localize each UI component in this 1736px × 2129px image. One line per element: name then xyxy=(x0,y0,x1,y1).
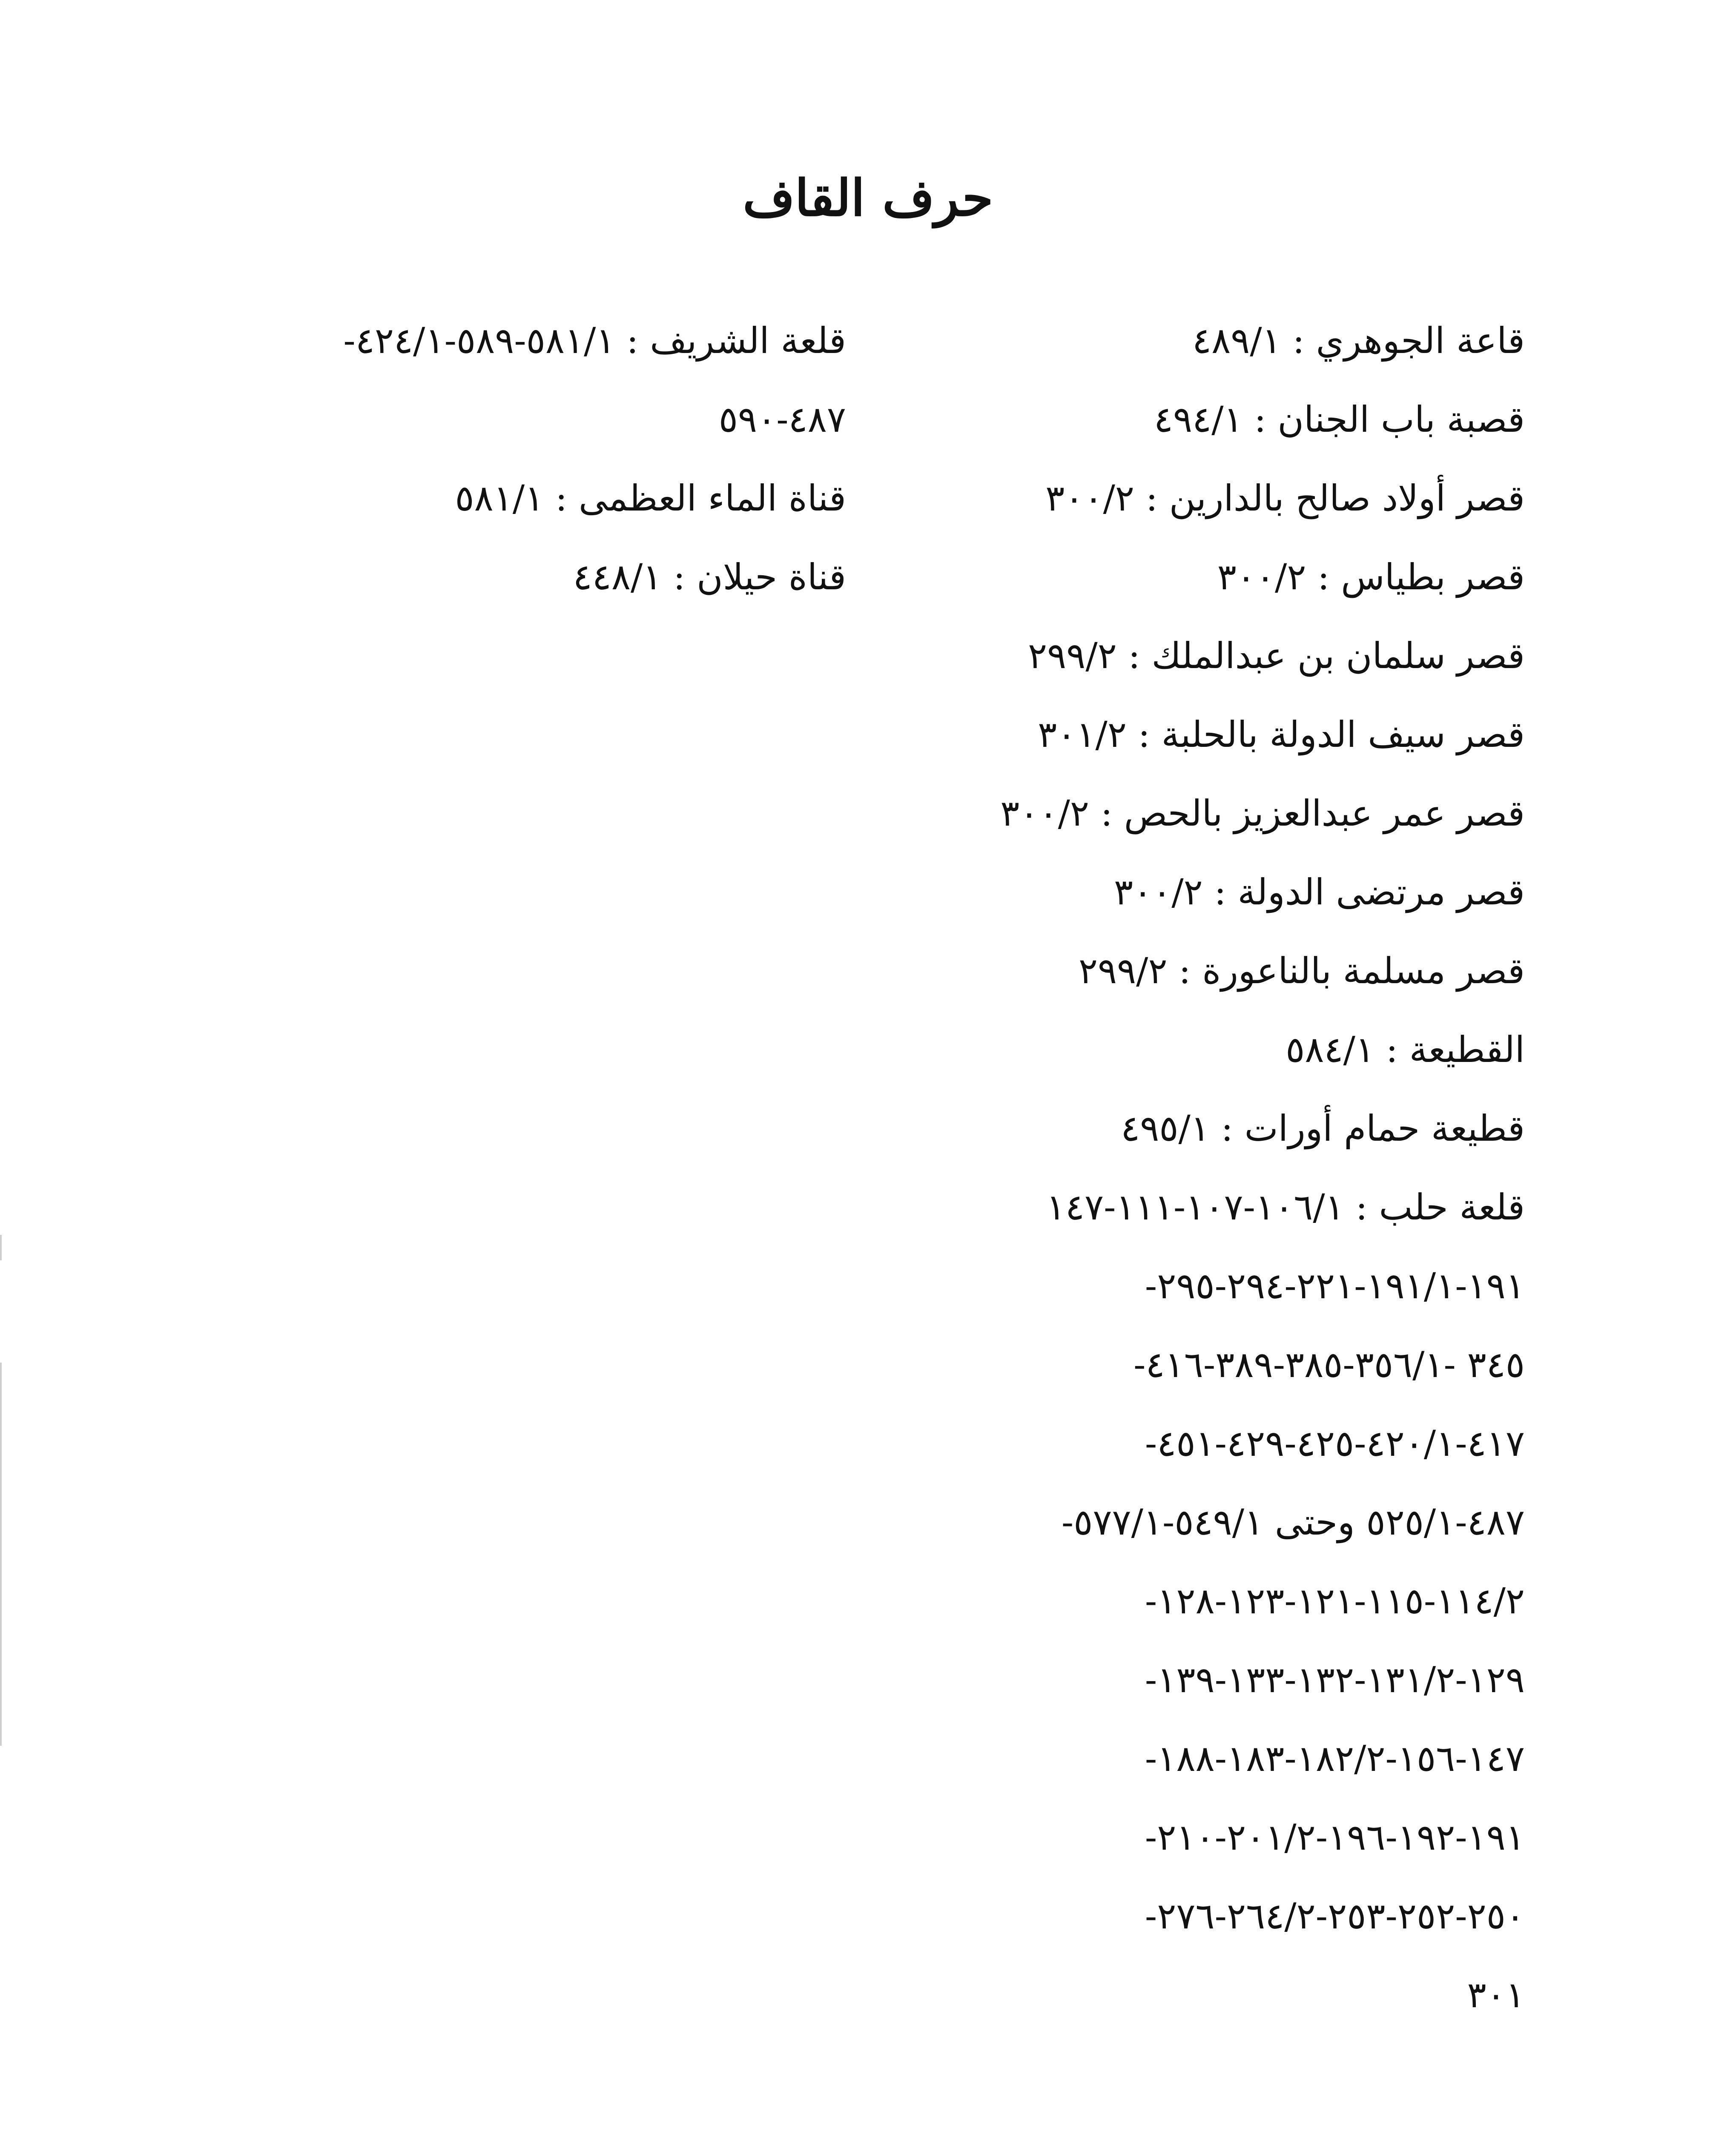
index-entry-continuation: ٣٠١ xyxy=(1467,1974,1525,2016)
index-entry-continuation: ٣٤٥ -٣٥٦/١-٣٨٥-٣٨٩-٤١٦- xyxy=(1133,1344,1525,1386)
index-entry: قناة حيلان : ٤٤٨/١ xyxy=(573,556,846,598)
index-column-left xyxy=(207,301,846,617)
index-entry: قاعة الجوهري : ٤٨٩/١ xyxy=(1192,320,1525,362)
index-entry: قطيعة حمام أورات : ٤٩٥/١ xyxy=(1121,1108,1525,1149)
index-entry: قصبة باب الجنان : ٤٩٤/١ xyxy=(1154,399,1525,440)
index-entry: قصر سيف الدولة بالحلبة : ٣٠١/٢ xyxy=(1038,714,1525,755)
index-entry-continuation: ٤٨٧-٥٩٠ xyxy=(718,399,846,440)
scan-edge-mark xyxy=(0,1235,2,1260)
index-entry-continuation: ٤٨٧-٥٢٥/١ وحتى ٥٤٩/١-٥٧٧/١- xyxy=(1061,1501,1525,1543)
index-entry: قصر أولاد صالح بالدارين : ٣٠٠/٢ xyxy=(1045,477,1525,519)
index-entry-continuation: ١٩١-١٩١/١-٢٢١-٢٩٤-٢٩٥- xyxy=(1145,1265,1525,1307)
index-entry: قلعة حلب : ١٠٦/١-١٠٧-١١١-١٤٧ xyxy=(1046,1186,1525,1228)
scan-edge-mark xyxy=(0,1363,2,1746)
page-title: حرف القاف xyxy=(743,168,993,227)
index-entry: قناة الماء العظمى : ٥٨١/١ xyxy=(455,477,846,519)
index-entry: قلعة الشريف : ٥٨١/١-٥٨٩-٤٢٤/١- xyxy=(343,320,846,362)
index-column-right xyxy=(886,301,1525,2034)
index-entry: قصر مسلمة بالناعورة : ٢٩٩/٢ xyxy=(1078,950,1525,992)
index-entry-continuation: ١١٤/٢-١١٥-١٢١-١٢٣-١٢٨- xyxy=(1145,1580,1525,1622)
index-entry: القطيعة : ٥٨٤/١ xyxy=(1286,1029,1525,1070)
index-entry-continuation: ٢٥٠-٢٥٢-٢٥٣-٢٦٤/٢-٢٧٦- xyxy=(1145,1895,1525,1937)
index-entry-continuation: ١٤٧-١٥٦-١٨٢/٢-١٨٣-١٨٨- xyxy=(1145,1738,1525,1779)
index-entry-continuation: ١٢٩-١٣١/٢-١٣٢-١٣٣-١٣٩- xyxy=(1145,1659,1525,1701)
index-entry: قصر مرتضى الدولة : ٣٠٠/٢ xyxy=(1113,871,1525,913)
index-entry-continuation: ٤١٧-٤٢٠/١-٤٢٥-٤٢٩-٤٥١- xyxy=(1145,1423,1525,1464)
index-entry-continuation: ١٩١-١٩٢-١٩٦-٢٠١/٢-٢١٠- xyxy=(1145,1816,1525,1858)
index-entry: قصر عمر عبدالعزيز بالحص : ٣٠٠/٢ xyxy=(1000,792,1525,834)
index-entry: قصر بطياس : ٣٠٠/٢ xyxy=(1217,556,1525,598)
index-entry: قصر سلمان بن عبدالملك : ٢٩٩/٢ xyxy=(1028,635,1525,677)
